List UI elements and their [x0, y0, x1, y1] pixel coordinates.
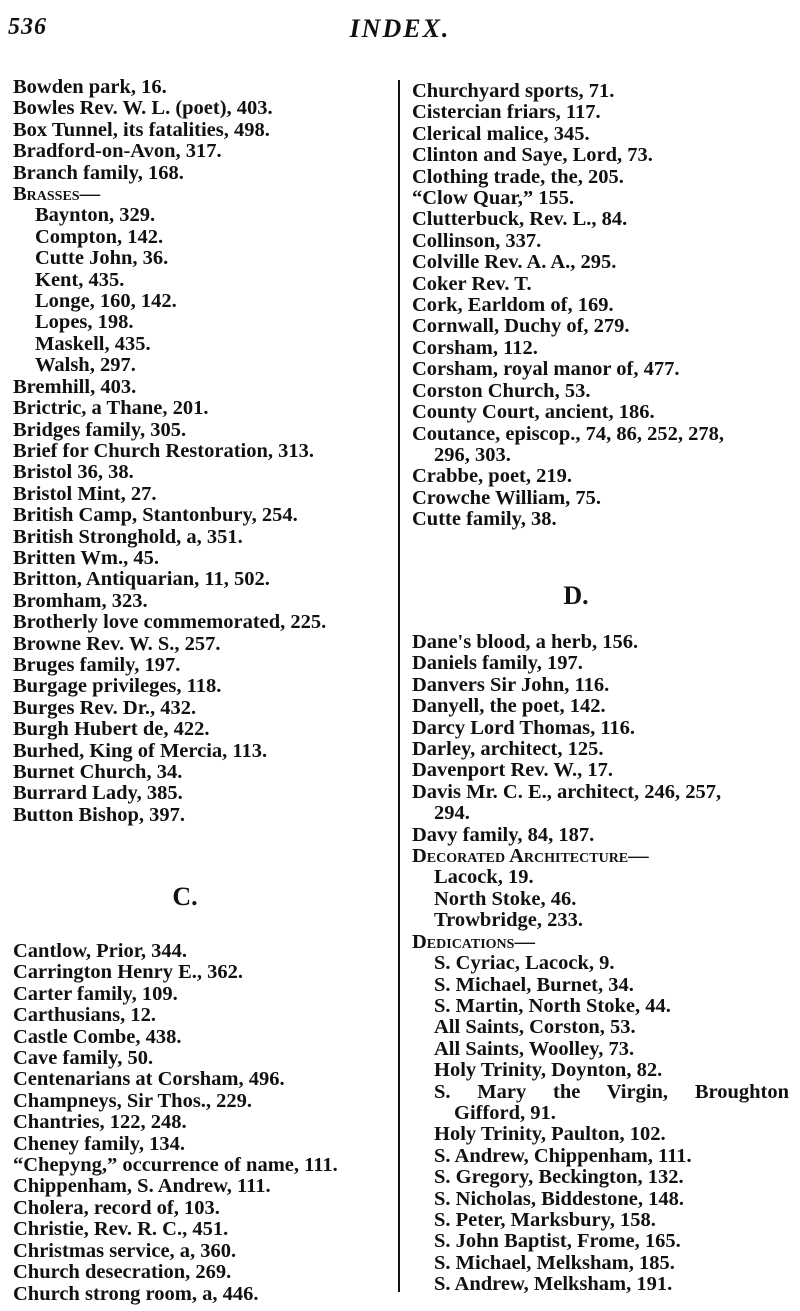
index-entry-text: S. Andrew, Melksham, 191.	[434, 1273, 673, 1296]
index-entry	[13, 1176, 338, 1197]
index-entry-text: Branch family, 168.	[13, 161, 184, 184]
index-entry	[412, 445, 724, 466]
index-entry	[412, 338, 724, 359]
index-entry	[13, 1069, 338, 1090]
index-entry-text: Bristol 36, 38.	[13, 461, 134, 484]
index-entry-text: S. Andrew, Chippenham, 111.	[434, 1144, 692, 1167]
page-number: 536	[8, 14, 47, 40]
index-entry	[412, 996, 789, 1017]
index-entry-text: Danvers Sir John, 116.	[412, 673, 610, 696]
index-entry	[13, 548, 326, 569]
index-entry	[13, 1262, 338, 1283]
index-entry-text: Champneys, Sir Thos., 229.	[13, 1089, 253, 1112]
index-entry	[13, 505, 326, 526]
index-entry-text: S. Peter, Marksbury, 158.	[434, 1208, 656, 1231]
index-entry	[412, 359, 724, 380]
index-entry	[412, 1274, 789, 1295]
index-entry-text: Dane's blood, a herb, 156.	[412, 631, 639, 653]
index-entry	[412, 1146, 789, 1167]
index-entry-text: Lopes, 198.	[35, 311, 134, 334]
index-entry	[13, 1219, 338, 1240]
section-heading-d: D.	[563, 581, 589, 610]
index-entry-text: Chantries, 122, 248.	[13, 1111, 187, 1134]
index-entry	[13, 312, 326, 333]
index-entry-text: Coutance, episcop., 74, 86, 252, 278,	[412, 422, 725, 445]
index-entry-text: Bremhill, 403.	[13, 375, 137, 398]
index-entry	[13, 163, 326, 184]
index-entry	[412, 488, 724, 509]
index-entry	[412, 466, 724, 487]
index-entry	[13, 141, 326, 162]
index-entry-text: Crowche William, 75.	[412, 486, 602, 509]
index-entry-text: Bridges family, 305.	[13, 418, 187, 441]
index-entry-text: Maskell, 435.	[35, 332, 151, 355]
index-entry-text: Christie, Rev. R. C., 451.	[13, 1218, 229, 1241]
index-entry	[13, 676, 326, 697]
index-entry-text: Clinton and Saye, Lord, 73.	[412, 144, 653, 167]
index-entry	[412, 252, 724, 273]
index-entry	[13, 612, 326, 633]
index-entry-text: Walsh, 297.	[35, 354, 136, 377]
index-entry-text: Clothing trade, the, 205.	[412, 165, 624, 188]
index-entry	[13, 291, 326, 312]
index-entry	[412, 803, 789, 824]
index-entry	[412, 1253, 789, 1274]
index-entry	[412, 825, 789, 846]
index-entry	[13, 377, 326, 398]
index-entry	[412, 760, 789, 781]
index-entry-text: Carter family, 109.	[13, 982, 178, 1005]
index-entry	[13, 741, 326, 762]
index-entry	[13, 1134, 338, 1155]
index-entry-text: Burrard Lady, 385.	[13, 782, 183, 805]
index-entry-text: Bowden park, 16.	[13, 76, 167, 98]
index-entry-text: Davis Mr. C. E., architect, 246, 257,	[412, 780, 722, 803]
index-entry-text: Kent, 435.	[35, 268, 125, 291]
index-entry-text: Davenport Rev. W., 17.	[412, 759, 614, 782]
running-head: INDEX.	[349, 14, 451, 43]
right-entries-d	[412, 632, 789, 1296]
index-entry-text: Longe, 160, 142.	[35, 290, 177, 313]
index-entry	[412, 653, 789, 674]
index-entry-text: Burgage privileges, 118.	[13, 675, 222, 698]
index-entry	[412, 274, 724, 295]
index-entry-text: Brief for Church Restoration, 313.	[13, 439, 315, 462]
index-entry	[412, 910, 789, 931]
index-entry-text: Cholera, record of, 103.	[13, 1196, 220, 1219]
index-entry-text: Centenarians at Corsham, 496.	[13, 1068, 285, 1091]
index-entry	[13, 634, 326, 655]
index-entry	[13, 698, 326, 719]
index-entry	[412, 209, 724, 230]
index-entry-text: Cutte John, 36.	[35, 247, 169, 270]
index-entry-text: All Saints, Corston, 53.	[434, 1016, 636, 1039]
index-entry-text: S. Cyriac, Lacock, 9.	[434, 952, 615, 975]
index-entry	[412, 231, 724, 252]
index-entry	[412, 696, 789, 717]
index-entry-text: S. Martin, North Stoke, 44.	[434, 994, 671, 1017]
index-entry	[13, 441, 326, 462]
index-entry	[412, 867, 789, 888]
index-entry-text: Cork, Earldom of, 169.	[412, 294, 614, 317]
index-entry-text: Burgh Hubert de, 422.	[13, 718, 210, 741]
index-entry-text: Cornwall, Duchy of, 279.	[412, 315, 630, 338]
index-entry	[13, 805, 326, 826]
index-entry-text: North Stoke, 46.	[434, 887, 577, 910]
index-entry-text: Button Bishop, 397.	[13, 803, 186, 826]
index-entry-text: Browne Rev. W. S., 257.	[13, 632, 221, 655]
index-entry	[13, 762, 326, 783]
index-entry	[13, 1048, 338, 1069]
index-entry-text: British Camp, Stantonbury, 254.	[13, 504, 298, 527]
index-entry-text: Bradford-on-Avon, 317.	[13, 140, 222, 163]
index-entry	[412, 1103, 789, 1124]
index-entry-text: Castle Combe, 438.	[13, 1025, 182, 1048]
index-entry-text: Davy family, 84, 187.	[412, 823, 595, 846]
index-subheading	[13, 184, 326, 205]
index-entry-text: Collinson, 337.	[412, 229, 542, 252]
index-entry	[13, 1284, 338, 1305]
index-entry-text: Holy Trinity, Doynton, 82.	[434, 1059, 663, 1082]
index-entry	[13, 1241, 338, 1262]
index-entry-text: Burges Rev. Dr., 432.	[13, 696, 197, 719]
index-entry-text: Corsham, 112.	[412, 336, 538, 359]
index-entry	[13, 77, 326, 98]
index-entry-text: Compton, 142.	[35, 225, 164, 248]
index-entry	[412, 889, 789, 910]
index-entry-text: Britton, Antiquarian, 11, 502.	[13, 568, 270, 591]
index-entry-text: Lacock, 19.	[434, 866, 534, 889]
index-entry	[412, 424, 724, 445]
index-entry	[412, 1060, 789, 1081]
index-entry-text: “Clow Quar,” 155.	[412, 187, 575, 210]
index-entry-text: Daniels family, 197.	[412, 652, 583, 675]
index-entry-text: Cistercian friars, 117.	[412, 101, 601, 124]
index-entry-text: Clutterbuck, Rev. L., 84.	[412, 208, 628, 231]
index-entry-text: Cheney family, 134.	[13, 1132, 185, 1155]
index-entry	[412, 295, 724, 316]
index-entry	[412, 81, 724, 102]
index-entry	[13, 1027, 338, 1048]
index-entry-text: Bruges family, 197.	[13, 653, 181, 676]
left-entries-b	[13, 77, 326, 826]
index-entry-text: Holy Trinity, Paulton, 102.	[434, 1123, 666, 1146]
index-entry-text: S. John Baptist, Frome, 165.	[434, 1230, 681, 1253]
index-entry-text: All Saints, Woolley, 73.	[434, 1037, 635, 1060]
index-entry	[13, 248, 326, 269]
index-entry	[412, 1124, 789, 1145]
index-entry	[13, 270, 326, 291]
index-entry	[13, 655, 326, 676]
index-entry-text: Gifford, 91.	[454, 1101, 556, 1124]
index-entry	[412, 1231, 789, 1252]
index-entry-text: Chippenham, S. Andrew, 111.	[13, 1175, 271, 1198]
index-subheading	[412, 846, 789, 867]
index-entry	[412, 739, 789, 760]
index-entry-text: Trowbridge, 233.	[434, 909, 584, 932]
index-entry	[13, 1112, 338, 1133]
index-entry	[13, 355, 326, 376]
index-entry	[412, 124, 724, 145]
index-entry	[13, 334, 326, 355]
index-entry-text: Britten Wm., 45.	[13, 546, 159, 569]
index-entry	[412, 1210, 789, 1231]
index-entry	[412, 509, 724, 530]
index-entry	[13, 1005, 338, 1026]
index-entry	[13, 462, 326, 483]
index-entry	[412, 381, 724, 402]
index-entry-text: Corston Church, 53.	[412, 379, 591, 402]
index-entry	[412, 1039, 789, 1060]
index-entry-text: Church desecration, 269.	[13, 1261, 232, 1284]
index-entry-text: Danyell, the poet, 142.	[412, 695, 606, 718]
index-entry	[13, 941, 338, 962]
index-entry-text: Dedications—	[412, 930, 535, 953]
index-entry-text: Darley, architect, 125.	[412, 738, 604, 761]
left-entries-c	[13, 941, 338, 1305]
index-entry-text: County Court, ancient, 186.	[412, 401, 655, 424]
index-entry	[13, 783, 326, 804]
index-entry-text: Brasses—	[13, 183, 101, 206]
index-entry	[412, 953, 789, 974]
index-entry-text: Colville Rev. A. A., 295.	[412, 251, 617, 274]
index-entry	[412, 402, 724, 423]
index-entry-text: Burnet Church, 34.	[13, 761, 183, 783]
index-entry-text: Cutte family, 38.	[412, 508, 557, 531]
index-entry-text: Carthusians, 12.	[13, 1004, 156, 1027]
index-entry	[412, 975, 789, 996]
index-entry	[13, 1155, 338, 1176]
section-heading-c: C.	[172, 882, 198, 911]
index-entry	[13, 527, 326, 548]
index-entry	[412, 102, 724, 123]
index-entry-text: Christmas service, a, 360.	[13, 1239, 237, 1262]
index-entry-text: S. Michael, Melksham, 185.	[434, 1251, 675, 1274]
index-entry	[412, 1017, 789, 1038]
index-entry	[412, 718, 789, 739]
index-entry	[412, 145, 724, 166]
index-entry-text: Bristol Mint, 27.	[13, 482, 157, 505]
index-entry-text: Baynton, 329.	[35, 204, 156, 227]
index-entry-text: Cantlow, Prior, 344.	[13, 940, 188, 962]
index-entry	[13, 120, 326, 141]
index-entry-text: 296, 303.	[434, 443, 511, 466]
index-entry-text: Church strong room, a, 446.	[13, 1282, 259, 1305]
index-entry-text: Cave family, 50.	[13, 1047, 154, 1070]
index-entry	[13, 962, 338, 983]
index-entry-text: Box Tunnel, its fatalities, 498.	[13, 118, 270, 141]
index-entry	[412, 1189, 789, 1210]
index-entry	[412, 167, 724, 188]
index-entry-text: 294.	[434, 802, 470, 825]
index-entry-text: Brictric, a Thane, 201.	[13, 397, 209, 420]
index-entry	[13, 1091, 338, 1112]
index-entry	[412, 1167, 789, 1188]
index-entry-text: Corsham, royal manor of, 477.	[412, 358, 680, 381]
column-divider	[398, 80, 400, 1292]
index-entry-text: S. Michael, Burnet, 34.	[434, 973, 634, 996]
right-entries-c	[412, 81, 724, 531]
index-entry	[412, 632, 789, 653]
index-entry-text: Coker Rev. T.	[412, 272, 532, 295]
index-entry-text: Decorated Architecture—	[412, 845, 649, 868]
index-entry	[13, 227, 326, 248]
index-subheading	[412, 932, 789, 953]
index-entry	[13, 420, 326, 441]
index-entry-text: Carrington Henry E., 362.	[13, 961, 244, 984]
index-entry	[13, 98, 326, 119]
index-entry	[412, 316, 724, 337]
index-entry-text: Clerical malice, 345.	[412, 122, 590, 145]
index-entry	[13, 1198, 338, 1219]
index-entry-text: Brotherly love commemorated, 225.	[13, 611, 327, 634]
index-entry	[13, 398, 326, 419]
index-entry-text: S. Mary the Virgin, Broughton	[434, 1080, 789, 1103]
index-entry-text: S. Nicholas, Biddestone, 148.	[434, 1187, 685, 1210]
index-entry	[13, 484, 326, 505]
index-entry	[13, 719, 326, 740]
index-entry-text: S. Gregory, Beckington, 132.	[434, 1166, 684, 1189]
index-entry	[13, 591, 326, 612]
index-entry-text: Bowles Rev. W. L. (poet), 403.	[13, 97, 273, 120]
index-entry-text: “Chepyng,” occurrence of name, 111.	[13, 1154, 338, 1177]
index-entry	[412, 782, 789, 803]
index-entry-text: Bromham, 323.	[13, 589, 148, 612]
index-entry-text: Darcy Lord Thomas, 116.	[412, 716, 636, 739]
index-entry	[13, 984, 338, 1005]
index-entry	[412, 188, 724, 209]
index-entry	[412, 1082, 789, 1103]
index-entry	[13, 569, 326, 590]
index-entry-text: Burhed, King of Mercia, 113.	[13, 739, 268, 762]
index-entry	[13, 205, 326, 226]
index-entry-text: Churchyard sports, 71.	[412, 80, 615, 102]
index-entry	[412, 675, 789, 696]
index-entry-text: Crabbe, poet, 219.	[412, 465, 573, 488]
index-entry-text: British Stronghold, a, 351.	[13, 525, 243, 548]
